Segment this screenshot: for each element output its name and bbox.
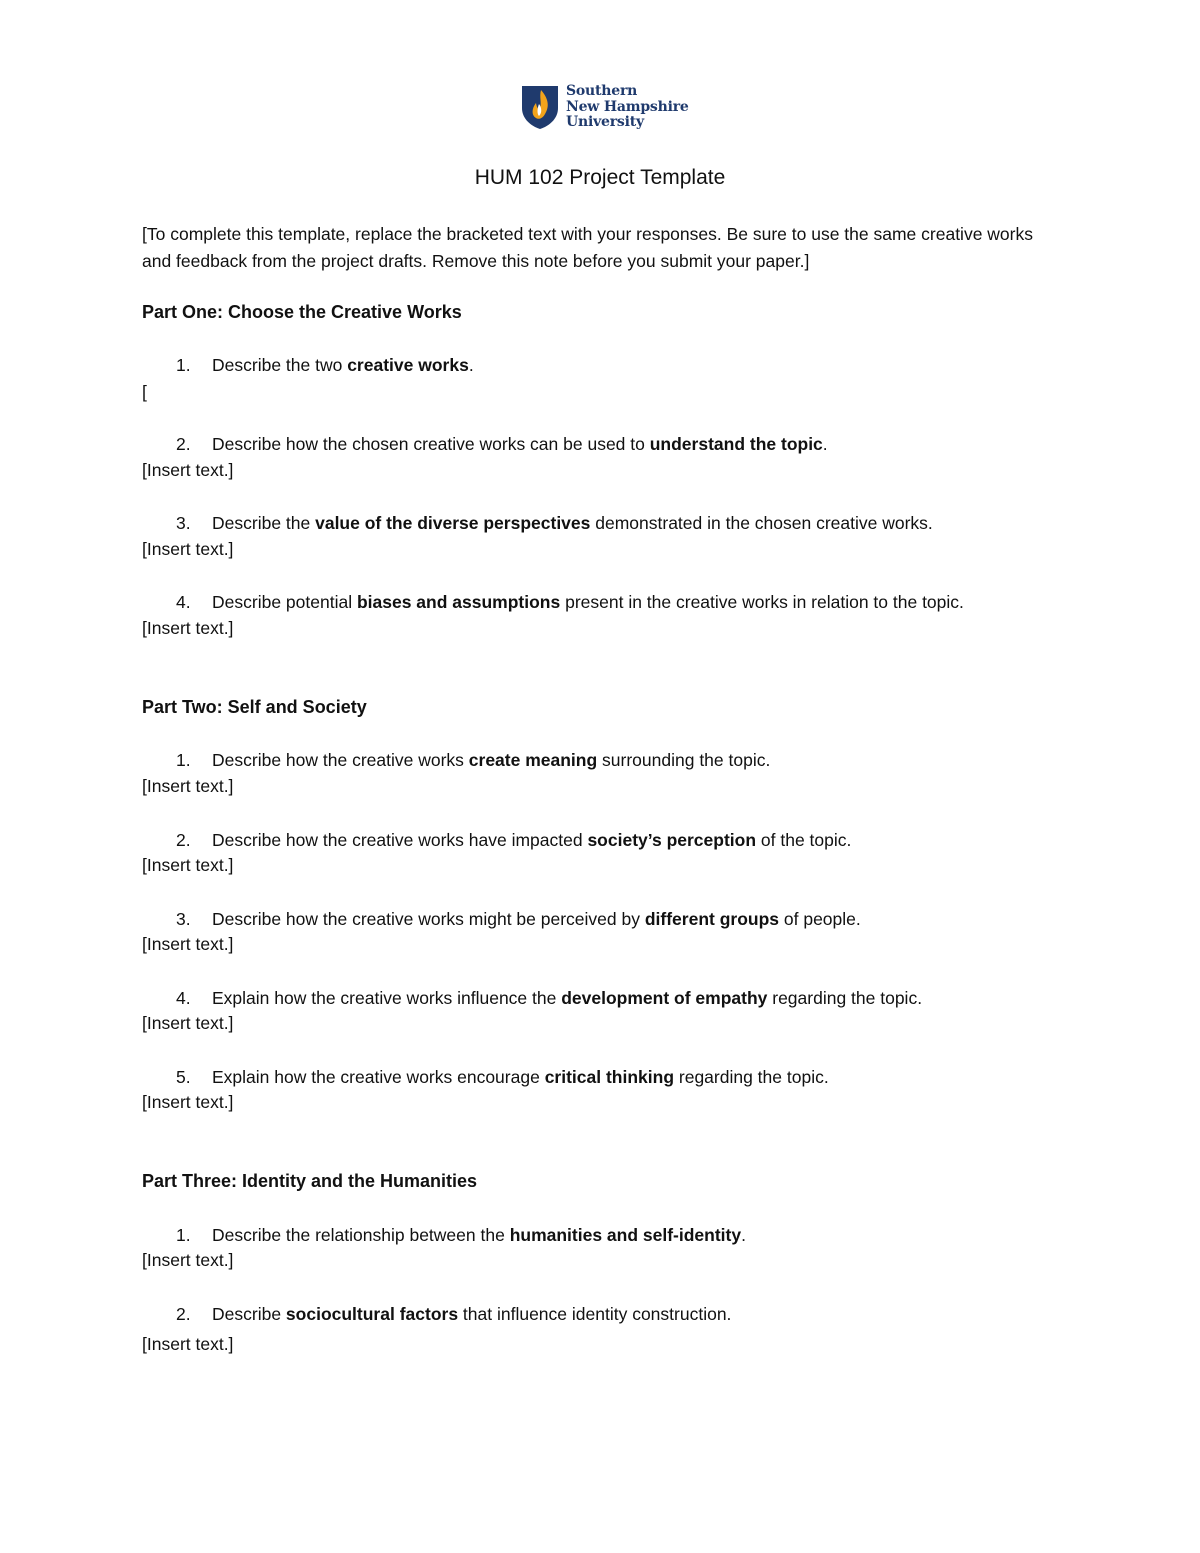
answer-field[interactable]: [Insert text.] (142, 1334, 234, 1354)
logo-line-1: Southern (566, 83, 638, 99)
question-item (176, 985, 922, 1011)
logo-line-2: New Hampshire (566, 98, 689, 115)
question-item (176, 827, 851, 853)
question-text-end: regarding the topic. (767, 988, 923, 1008)
question-keyword: create meaning (468, 750, 598, 770)
answer-field[interactable]: [Insert text.] (142, 934, 234, 954)
question-item (176, 510, 933, 536)
question-text: Describe how the creative works (212, 750, 469, 770)
question-text-end: regarding the topic. (674, 1067, 829, 1087)
logo-line-3: University (566, 114, 644, 130)
question-item (176, 747, 770, 773)
question-text-end: . (822, 434, 828, 454)
question-text: Describe how the chosen creative works can be used to (212, 434, 650, 454)
question-number: 2. (176, 1304, 191, 1324)
question-keyword: different groups (644, 909, 780, 929)
flame-shield-icon (521, 84, 559, 130)
question-text-end: . (468, 355, 474, 375)
template-instructions: [To complete this template, replace the bracketed text with your responses. Be sure to use the same creative works and feedback from the project drafts. Remove this note before you submit your paper.] (142, 224, 1033, 271)
university-name (566, 84, 689, 131)
question-text-end: of people. (779, 909, 861, 929)
answer-field[interactable]: [Insert text.] (142, 776, 234, 796)
answer-field[interactable]: [Insert text.] (142, 539, 234, 559)
answer-field[interactable]: [Insert text.] (142, 855, 234, 875)
part-two-heading: Part Two: Self and Society (142, 697, 367, 717)
answer-field[interactable]: [Insert text.] (142, 1250, 234, 1270)
question-item (176, 352, 474, 378)
question-text-end: present in the creative works in relation to the topic. (560, 592, 964, 612)
question-number: 2. (176, 434, 191, 454)
question-text: Describe how the creative works have impacted (212, 830, 588, 850)
question-item (176, 1301, 731, 1327)
question-text-end: . (741, 1225, 746, 1245)
question-keyword: understand the topic (649, 434, 823, 454)
question-number: 3. (176, 513, 191, 533)
question-keyword: biases and assumptions (356, 592, 561, 612)
question-keyword: critical thinking (544, 1067, 675, 1087)
question-item (176, 589, 964, 615)
question-text-end: surrounding the topic. (597, 750, 771, 770)
answer-field[interactable]: [Insert text.] (142, 618, 234, 638)
answer-field[interactable]: [Insert text.] (142, 1092, 234, 1112)
question-text: Describe the two (212, 355, 348, 375)
question-number: 3. (176, 909, 191, 929)
part-one-heading: Part One: Choose the Creative Works (142, 302, 462, 322)
university-logo (521, 84, 691, 134)
question-keyword: humanities and self-identity (509, 1225, 742, 1245)
question-number: 1. (176, 1225, 191, 1245)
answer-field[interactable]: [Insert text.] (142, 460, 234, 480)
document-title: HUM 102 Project Template (474, 166, 726, 189)
question-text: Describe how the creative works might be perceived by (212, 909, 645, 929)
question-text: Describe (212, 1304, 286, 1324)
question-text: Describe potential (212, 592, 357, 612)
question-item (176, 1222, 746, 1248)
question-text: Describe the (212, 513, 316, 533)
question-text-end: that influence identity construction. (458, 1304, 732, 1324)
question-number: 5. (176, 1067, 191, 1087)
question-text-end: of the topic. (756, 830, 852, 850)
question-text-end: demonstrated in the chosen creative works. (590, 513, 933, 533)
question-text: Explain how the creative works influence the (212, 988, 562, 1008)
question-number: 1. (176, 355, 191, 375)
question-item (176, 431, 828, 457)
answer-field[interactable]: [Insert text.] (142, 1013, 234, 1033)
part-three-heading: Part Three: Identity and the Humanities (142, 1171, 478, 1191)
question-item (176, 906, 861, 932)
question-keyword: sociocultural factors (285, 1304, 459, 1324)
question-item (176, 1064, 829, 1090)
question-keyword: value of the diverse perspectives (315, 513, 591, 533)
question-text: Describe the relationship between the (212, 1225, 510, 1245)
question-keyword: development of empathy (561, 988, 768, 1008)
question-keyword: creative works (347, 355, 469, 375)
question-text: Explain how the creative works encourage (212, 1067, 545, 1087)
question-number: 4. (176, 592, 191, 612)
answer-field[interactable]: [ (142, 382, 147, 402)
question-keyword: society’s perception (587, 830, 757, 850)
question-number: 4. (176, 988, 191, 1008)
question-number: 2. (176, 830, 191, 850)
question-number: 1. (176, 750, 191, 770)
